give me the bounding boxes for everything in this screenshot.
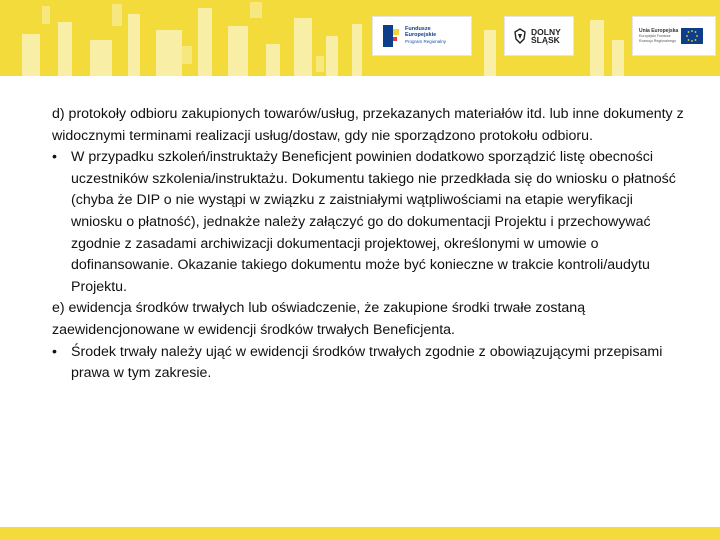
ds-logo-line2: ŚLĄSK: [531, 35, 560, 45]
header-banner: [0, 0, 720, 76]
ds-logo-line1: DOLNY: [531, 26, 561, 37]
eagle-crest-icon: [513, 28, 527, 44]
unia-europejska-logo: [632, 16, 716, 56]
bullet-marker: •: [52, 343, 57, 360]
ue-logo-subtitle-line1: Europejski Fundusz: [639, 33, 671, 38]
ue-logo-subtitle-line2: Rozwoju Regionalnego: [639, 38, 676, 43]
fundusze-europejskie-logo: [372, 16, 472, 56]
ue-logo-title: Unia Europejska: [639, 27, 679, 34]
eu-flag-icon: [681, 28, 703, 44]
item-d-text: d) protokoły odbioru zakupionych towarów/usług, przekazanych materiałów itd. lub inne dokumenty z widocznymi terminami realizacji usług/dostaw, gdy nie sporządzono protokołu odbioru.: [52, 106, 684, 144]
bullet-item-d: [52, 147, 684, 298]
footer-bar: [0, 527, 720, 540]
document-body: [52, 104, 684, 385]
fe-logo-subtitle: Program Regionalny: [405, 39, 447, 45]
decorative-pattern: [0, 0, 720, 76]
bullet-item-e: [52, 342, 684, 385]
fe-logo-title-line1: Fundusze: [405, 25, 431, 32]
item-e-text: e) ewidencja środków trwałych lub oświadczenie, że zakupione środki trwałe zostaną zaewidencjonowane w ewidencji środków trwałych Beneficjenta.: [52, 300, 586, 338]
bullet-marker: •: [52, 149, 57, 166]
bullet-d-text: W przypadku szkoleń/instruktaży Beneficjent powinien dodatkowo sporządzić listę obecności uczestników szkolenia/instruktażu. Dokumentu takiego nie przedkłada się do wniosku o płatność (chyba że DIP o nie wystąpi w związku z zaistniałymi wątpliwościami na etapie weryfikacji wniosku o płatność), jednakże należy załączyć go do dokumentacji Projektu i przechowywać zgodnie z zasadami archiwizacji dokumentacji projektowej, określonymi w umowie o dofinansowanie. Okazanie takiego dokumentu może być konieczne w trakcie kontroli/audytu Projektu.: [71, 149, 676, 295]
dolny-slask-logo: [504, 16, 574, 56]
fe-logo-title-line2: Europejskie: [405, 31, 437, 38]
bullet-e-text: Środek trwały należy ująć w ewidencji środków trwałych zgodnie z obowiązującymi przepisami prawa w tym zakresie.: [71, 343, 663, 382]
fe-star-icon: [383, 25, 399, 47]
